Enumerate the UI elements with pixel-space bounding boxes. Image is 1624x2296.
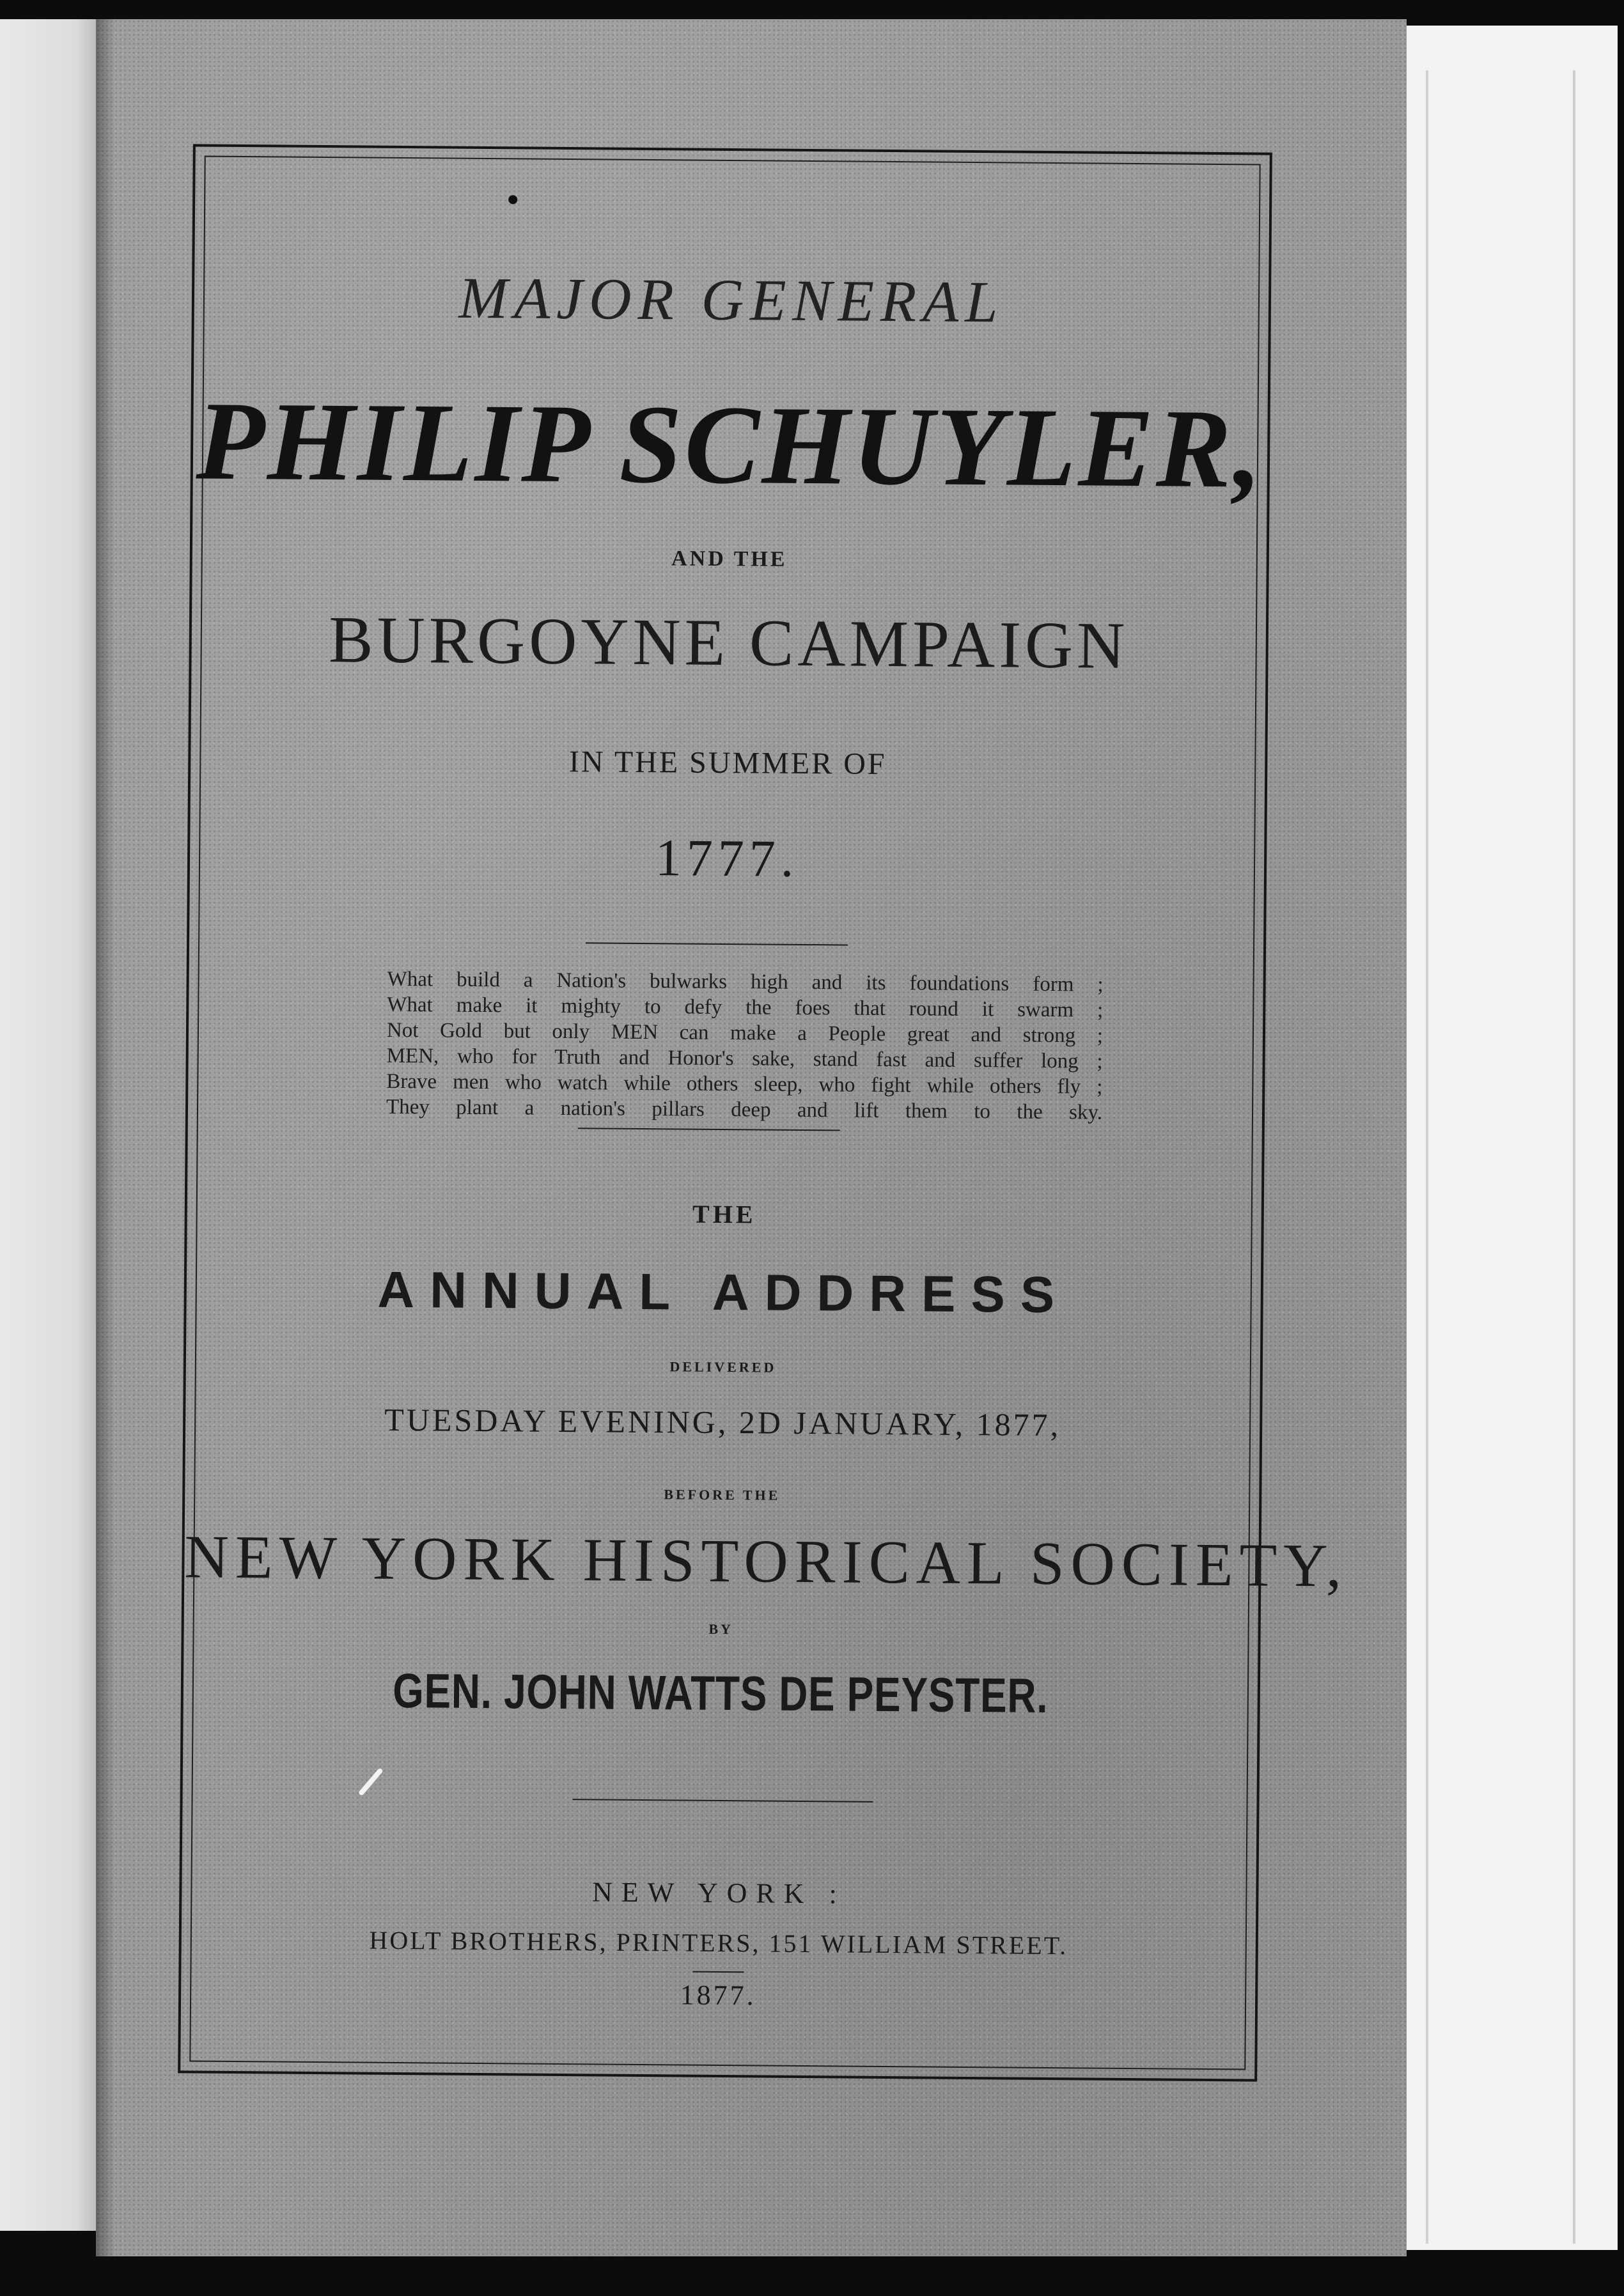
before-the-text: BEFORE THE — [664, 1486, 781, 1503]
printer-imprint: HOLT BROTHERS, PRINTERS, 151 WILLIAM STREET. — [369, 1925, 1068, 1960]
page-shadow — [96, 19, 115, 2256]
campaign-heading: BURGOYNE CAMPAIGN — [328, 603, 1129, 683]
divider-rule — [573, 1799, 873, 1803]
title-page-content — [180, 146, 1348, 2079]
short-rule — [692, 1971, 744, 1973]
delivery-date: TUESDAY EVENING, 2D JANUARY, 1877, — [384, 1401, 1061, 1443]
poem-line: Not Gold but only MEN can make a People great and strong ; — [386, 1018, 1104, 1048]
poem-line: They plant a nation's pillars deep and lift them to the sky. — [386, 1095, 1103, 1124]
book-left-edge — [0, 19, 96, 2231]
subject-name-heading: PHILIP SCHUYLER, — [195, 378, 1265, 512]
by-text: BY — [708, 1620, 734, 1638]
society-name: NEW YORK HISTORICAL SOCIETY, — [184, 1522, 1348, 1600]
publication-year: 1877. — [680, 1979, 756, 2012]
page-edge-line — [1573, 70, 1575, 2244]
campaign-year: 1777. — [655, 828, 799, 888]
epigraph-poem — [386, 966, 1104, 1126]
poem-line: What make it mighty to defy the foes that round it swarm ; — [387, 993, 1104, 1022]
page-edge-line — [1426, 70, 1428, 2244]
author-name: GEN. JOHN WATTS DE PEYSTER. — [392, 1663, 1049, 1723]
rank-heading: MAJOR GENERAL — [458, 265, 1004, 335]
book-right-pages — [1400, 26, 1618, 2250]
summer-text: IN THE SUMMER OF — [568, 745, 887, 781]
paper-scratch — [358, 1767, 384, 1796]
divider-rule — [578, 1128, 840, 1131]
and-the-text: AND THE — [671, 547, 788, 571]
poem-line: Brave men who watch while others sleep, who fight while others fly ; — [386, 1069, 1103, 1099]
poem-line: What build a Nation's bulwarks high and its foundations form ; — [387, 967, 1104, 997]
annual-address-heading: ANNUAL ADDRESS — [377, 1260, 1070, 1324]
divider-rule — [586, 942, 848, 945]
the-text: THE — [692, 1199, 756, 1229]
ink-speck — [508, 195, 517, 204]
poem-line: MEN, who for Truth and Honor's sake, stand fast and suffer long ; — [386, 1044, 1103, 1073]
delivered-text: DELIVERED — [669, 1358, 777, 1376]
title-page-border — [178, 144, 1348, 2081]
publication-city: NEW YORK : — [591, 1876, 846, 1910]
